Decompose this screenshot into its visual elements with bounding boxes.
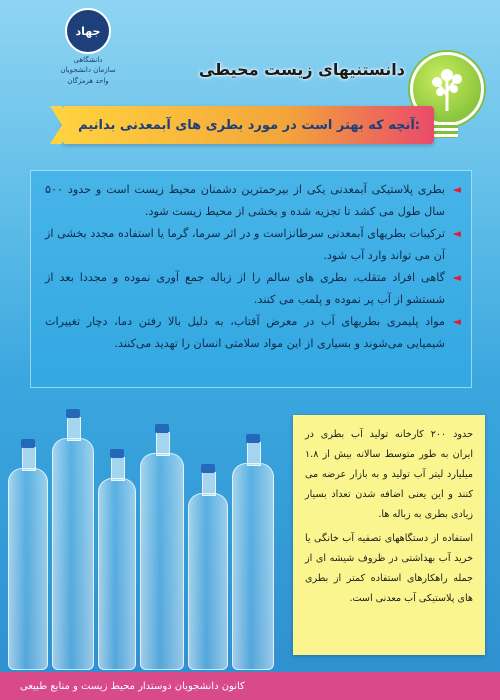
logo-emblem-text: جهاد bbox=[75, 24, 101, 38]
bottle-shape bbox=[140, 453, 184, 670]
note-paragraph: حدود ۲۰۰ کارخانه تولید آب بطری در ایران به طور متوسط سالانه بیش از ۱.۸ میلیارد لیتر آب تولید و به بازار عرضه می کنند و این یعنی اضافه شدن تعداد بسیار زیادی بطری به زباله ها. bbox=[305, 429, 473, 520]
facts-list bbox=[31, 171, 471, 355]
logo-sub-label: دانشگاهی bbox=[73, 56, 103, 64]
bottle-shape bbox=[98, 478, 136, 670]
bottle-shape bbox=[232, 463, 274, 670]
fact-text: گاهی افراد متقلب، بطری های سالم را از زباله جمع آوری نموده و مجددا بعد از شستشو از آب پر نموده و پلمب می کنند. bbox=[45, 271, 445, 306]
list-item bbox=[45, 223, 461, 267]
arrow-left-icon: ◄ bbox=[452, 183, 461, 196]
tree-icon bbox=[427, 67, 467, 111]
header bbox=[199, 60, 405, 79]
bottle-shape bbox=[52, 438, 94, 670]
fact-text: ترکیبات بطریهای آبمعدنی سرطانزاست و در اثر سرما، گرما یا استفاده مجدد بخشی از آن می تواند وارد آب شود. bbox=[45, 227, 445, 262]
list-item bbox=[45, 179, 461, 223]
note-paragraph: استفاده از دستگاههای تصفیه آب خانگی یا خرید آب بهداشتی در ظروف شیشه ای از جمله راهکارهای استفاده کمتر از بطری های پلاستیکی آب معدنی است. bbox=[305, 533, 473, 604]
arrow-left-icon: ◄ bbox=[452, 315, 461, 328]
list-item bbox=[45, 311, 461, 355]
arrow-left-icon: ◄ bbox=[452, 271, 461, 284]
organization-logo bbox=[38, 8, 138, 85]
jahad-emblem-icon bbox=[65, 8, 111, 54]
logo-org-line1: سازمان دانشجویان bbox=[60, 66, 116, 75]
footer-bar bbox=[0, 672, 500, 700]
bottle-shape bbox=[188, 493, 228, 670]
bulb-base bbox=[432, 122, 458, 138]
fact-text: مواد پلیمری بطریهای آب در معرض آفتاب، به دلیل بالا رفتن دما، دچار تغییرات شیمیایی می‌شوند و بسیاری از این مواد سلامتی انسان را تهدید می‌کنند. bbox=[45, 315, 445, 350]
arrow-left-icon: ◄ bbox=[452, 227, 461, 240]
logo-org-line2: واحد هرمزگان bbox=[67, 76, 109, 85]
page-title: دانستنیهای زیست محیطی bbox=[198, 60, 405, 79]
footer-text: کانون دانشجویان دوستدار محیط زیست و منابع طبیعی bbox=[20, 680, 245, 692]
fact-text: بطری پلاستیکی آبمعدنی یکی از بیرحمترین دشمنان محیط زیست است و حدود ۵۰۰ سال طول می کشد تا تجزیه شده و بخشی از محیط زیست شود. bbox=[45, 183, 445, 218]
facts-panel bbox=[30, 170, 472, 388]
list-item bbox=[45, 267, 461, 311]
topic-banner bbox=[62, 106, 434, 144]
bottle-shape bbox=[8, 468, 48, 670]
info-note-box bbox=[293, 415, 485, 655]
banner-text: آنچه که بهتر است در مورد بطری های آبمعدنی بدانیم: bbox=[78, 117, 420, 133]
